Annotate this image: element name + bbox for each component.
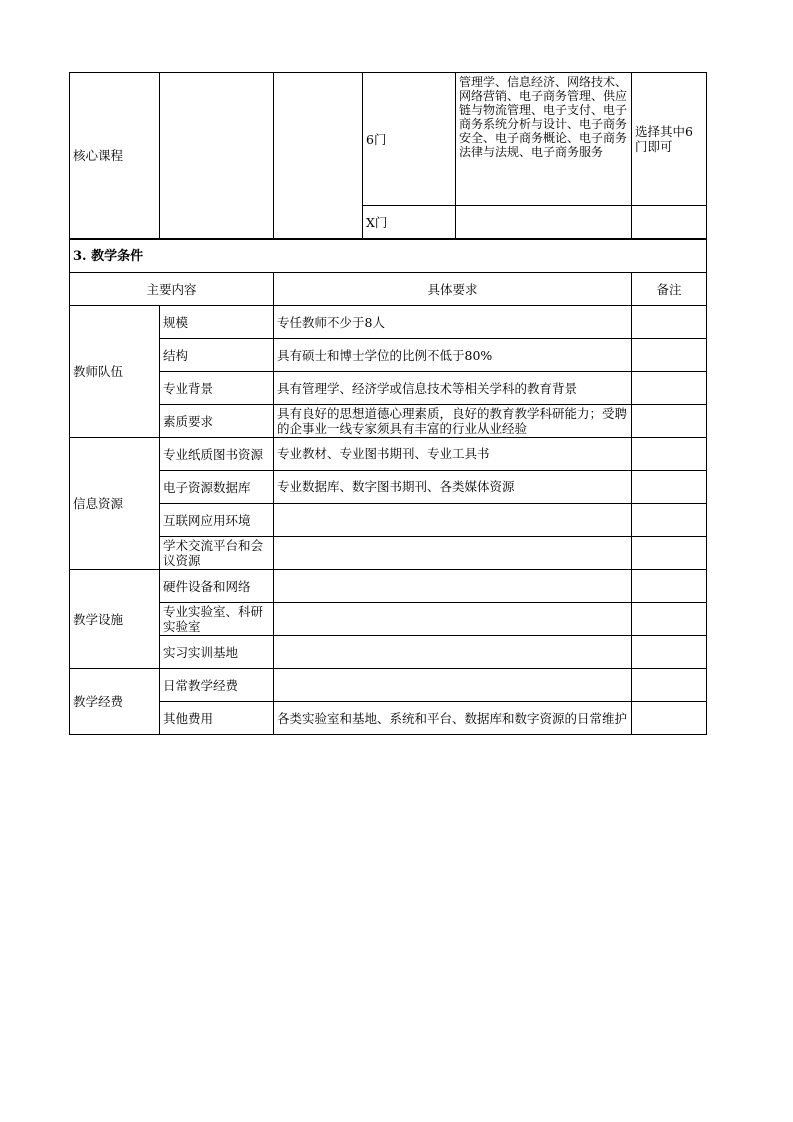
item-requirement: 具有良好的思想道德心理素质，良好的教育教学科研能力；受聘的企事业一线专家须具有丰富的行业从业经验: [274, 405, 632, 438]
item-note: [632, 372, 707, 405]
item-note: [632, 339, 707, 372]
item-requirement: 具有管理学、经济学或信息技术等相关学科的教育背景: [274, 372, 632, 405]
group-facilities: 教学设施: [70, 570, 160, 669]
group-info-resources: 信息资源: [70, 438, 160, 570]
item-requirement: 各类实验室和基地、系统和平台、数据库和数字资源的日常维护: [274, 702, 632, 735]
empty-cell: [160, 73, 274, 239]
item-label: 素质要求: [160, 405, 274, 438]
item-note: [632, 636, 707, 669]
item-note: [632, 702, 707, 735]
item-note: [632, 438, 707, 471]
item-note: [632, 405, 707, 438]
item-note: [632, 603, 707, 636]
item-label: 专业纸质图书资源: [160, 438, 274, 471]
group-funds: 教学经费: [70, 669, 160, 735]
item-note: [632, 570, 707, 603]
core-courses-table: [69, 72, 707, 239]
core-courses-label: 核心课程: [70, 73, 160, 239]
course-list: [456, 206, 632, 239]
item-label: 学术交流平台和会议资源: [160, 537, 274, 570]
item-label: 硬件设备和网络: [160, 570, 274, 603]
item-requirement: 具有硕士和博士学位的比例不低于80%: [274, 339, 632, 372]
item-label: 其他费用: [160, 702, 274, 735]
group-teachers: 教师队伍: [70, 306, 160, 438]
item-label: 互联网应用环境: [160, 504, 274, 537]
course-note: 选择其中6门即可: [632, 73, 707, 206]
course-list: 管理学、信息经济、网络技术、网络营销、电子商务管理、供应链与物流管理、电子支付、电子商务系统分析与设计、电子商务安全、电子商务概论、电子商务法律与法规、电子商务服务: [456, 73, 632, 206]
item-requirement: [274, 636, 632, 669]
item-label: 日常教学经费: [160, 669, 274, 702]
item-label: 实习实训基地: [160, 636, 274, 669]
item-requirement: 专业教材、专业图书期刊、专业工具书: [274, 438, 632, 471]
teaching-conditions-table: [69, 239, 707, 735]
header-requirement: 具体要求: [274, 273, 632, 306]
item-note: [632, 669, 707, 702]
item-note: [632, 471, 707, 504]
section-title: 3. 教学条件: [70, 240, 707, 273]
item-label: 专业实验室、科研实验室: [160, 603, 274, 636]
item-note: [632, 306, 707, 339]
item-label: 规模: [160, 306, 274, 339]
item-label: 电子资源数据库: [160, 471, 274, 504]
item-note: [632, 504, 707, 537]
item-note: [632, 537, 707, 570]
header-note: 备注: [632, 273, 707, 306]
item-requirement: 专业数据库、数字图书期刊、各类媒体资源: [274, 471, 632, 504]
item-requirement: [274, 537, 632, 570]
item-label: 结构: [160, 339, 274, 372]
course-note: [632, 206, 707, 239]
course-count: 6门: [363, 73, 456, 206]
header-content: 主要内容: [70, 273, 274, 306]
item-requirement: 专任教师不少于8人: [274, 306, 632, 339]
item-requirement: [274, 504, 632, 537]
course-count: X门: [363, 206, 456, 239]
item-label: 专业背景: [160, 372, 274, 405]
item-requirement: [274, 603, 632, 636]
item-requirement: [274, 669, 632, 702]
empty-cell: [274, 73, 363, 239]
item-requirement: [274, 570, 632, 603]
